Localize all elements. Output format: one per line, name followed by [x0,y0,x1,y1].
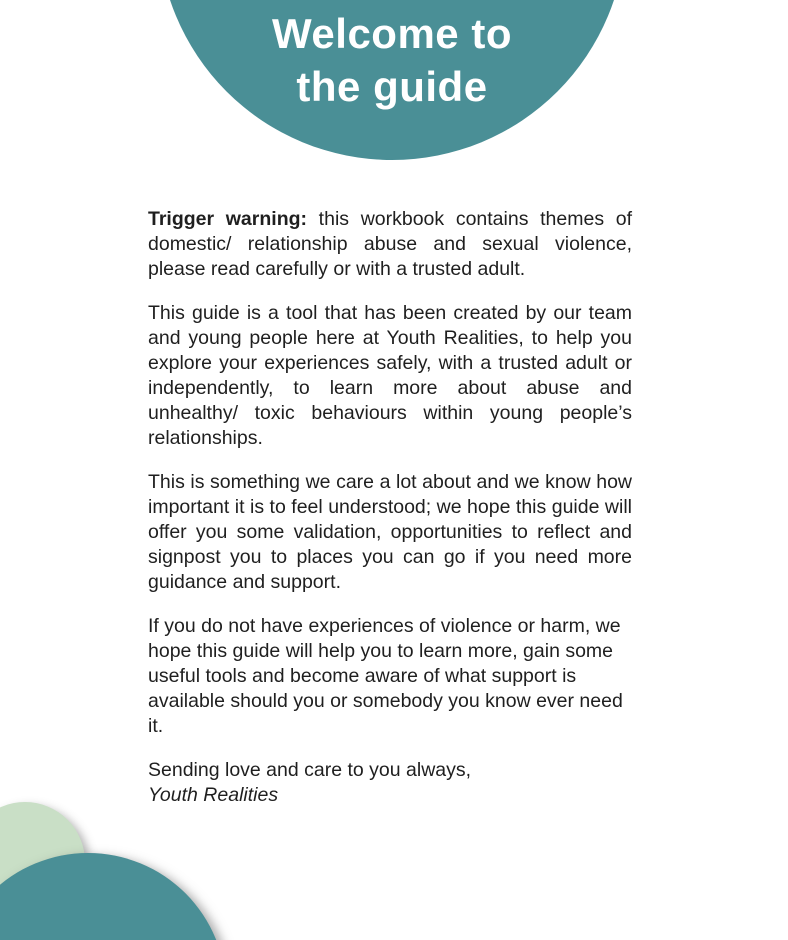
no-experience-paragraph: If you do not have experiences of violence or harm, we hope this guide will help you to learn more, gain some useful tools and become aware of what support is available should you or somebody you know ever need it. [148,615,623,737]
signoff-org-name: Youth Realities [148,784,279,806]
intro-paragraph: This guide is a tool that has been created by our team and young people here at Youth Realities, to help you explore your experiences safely, with a trusted adult or independently, to learn more about abuse and unhealthy/ toxic behaviours within young people’s relationships. [148,302,632,449]
page-title-line2: the guide [296,63,488,110]
care-paragraph: This is something we care a lot about and we know how important it is to feel understood; we hope this guide will offer you some validation, opportunities to reflect and signpost you to places you can go if you need more guidance and support. [148,471,632,593]
trigger-warning-paragraph [148,207,632,282]
signoff-line: Sending love and care to you always, [148,759,472,781]
page-title [158,7,626,113]
body-copy [148,207,632,827]
trigger-warning-lead: Trigger warning: [148,208,308,230]
signoff [148,758,632,808]
decorative-teal-circle [0,853,226,940]
page-title-line1: Welcome to [272,10,512,57]
trigger-warning-text: this workbook contains themes of domestic/ relationship abuse and sexual violence, please read carefully or with a trusted adult. [148,208,632,280]
